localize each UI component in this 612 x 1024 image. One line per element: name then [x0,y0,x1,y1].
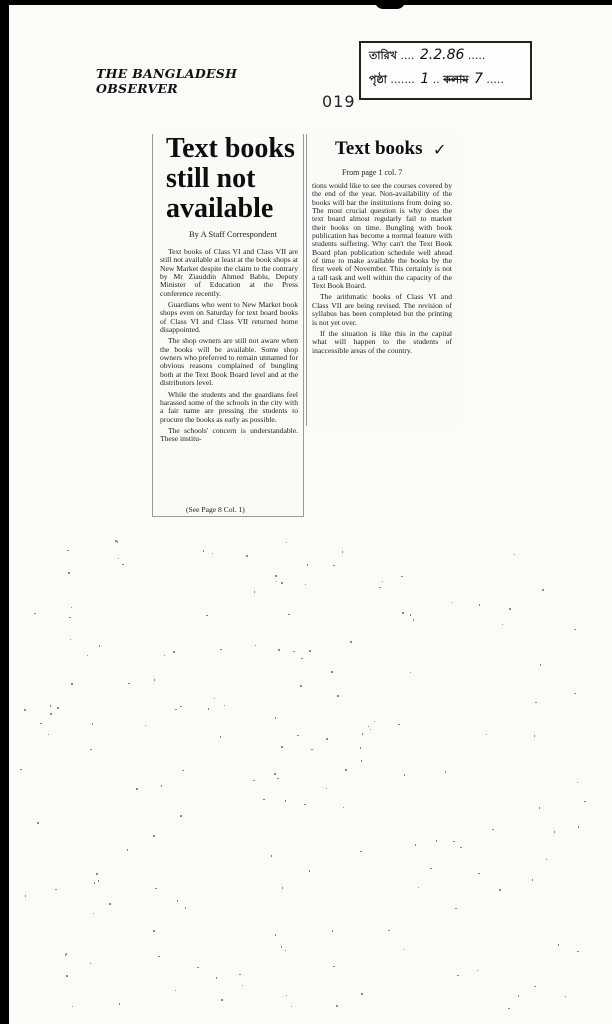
scan-speck [574,629,576,631]
scan-speck [285,800,287,802]
scan-speck [206,615,208,617]
scan-speck [24,709,26,711]
scan-speck [182,770,184,772]
scan-speck [69,617,71,619]
article-paragraph: tions would like to see the courses covered by the end of the year. Non-availability of the books will bar the institutions from doing so. The most crucial question is why does the text board almost regularly fail to market their books on time. Bungling with book publication has become a normal feature with students suffering. Why can't the Text Book Board plan publication schedule well ahead of time to make available the books by the first week of November. This certainly is not a tall task and well within the capacity of the Text Book Board. [312,181,452,291]
scan-speck [277,778,279,780]
scan-speck [534,735,536,737]
scan-speck [309,650,311,652]
scan-speck [304,804,306,806]
scan-speck [34,613,36,615]
scan-speck [410,672,412,674]
scan-speck [361,760,363,762]
scan-speck [20,769,22,771]
scan-speck [288,614,290,616]
scan-speck [96,873,98,875]
scan-speck [180,706,182,708]
scan-speck [220,649,222,651]
continuation-note: (See Page 8 Col. 1) [186,505,245,514]
scan-speck [342,551,344,553]
scan-speck [48,734,50,736]
article-body-left [160,248,298,444]
scan-speck [326,738,328,740]
scan-speck [326,788,328,790]
article-paragraph: If the situation is like this in the capital what will happen to the students of inaccessible areas of the country. [312,328,452,355]
scan-speck [263,799,265,801]
article-body-right [312,182,452,355]
scan-speck [281,582,283,584]
scan-speck [70,639,72,641]
scan-speck [418,887,420,889]
scan-speck [136,788,138,790]
scan-speck [436,840,438,842]
scan-speck [154,679,156,681]
scan-speck [50,713,52,715]
scan-speck [374,721,376,723]
scan-speck [492,829,494,831]
scan-speck [455,908,457,910]
scan-speck [161,785,163,787]
scan-speck [177,900,179,902]
scan-speck [532,879,534,881]
scan-speck [285,950,287,952]
scan-speck [93,913,95,915]
scan-speck [145,725,147,727]
article-paragraph: The arithmatic books of Class VI and Class VII are being revised. The revision of syllabus has been completed but the printing is not yet over. [312,292,452,327]
stamp-dots: ....... [390,73,415,86]
scan-speck [212,553,214,555]
scan-speck [208,708,210,710]
scan-speck [57,707,59,709]
scan-speck [274,773,276,775]
scan-border-notch [375,0,405,9]
scan-speck [370,729,372,731]
stamp-dots: .. [432,73,440,86]
scan-speck [350,641,352,643]
scan-speck [66,975,68,977]
scan-speck [216,977,218,979]
scan-speck [297,735,299,737]
scan-speck [578,826,580,828]
scan-speck [87,655,89,657]
scan-speck [37,822,39,824]
article-headline [166,134,302,224]
scan-speck [90,963,92,965]
article-paragraph: Guardians who went to New Market book shops even on Saturday for text board books of Class VI and Class VII returned home disappointed. [160,300,298,335]
scan-speck [558,944,560,946]
stamp-page-row [369,71,504,90]
scan-speck [508,1008,510,1010]
scan-speck [185,907,187,909]
scan-speck [360,851,362,853]
scan-speck [343,807,345,809]
scan-speck [542,589,544,591]
headline-line: available [166,193,274,224]
scan-speck [307,564,309,566]
scan-border-left [0,0,9,1024]
scan-speck [300,685,302,687]
scan-speck [546,859,548,861]
scan-speck [99,645,101,647]
scan-speck [109,903,111,905]
scan-speck [50,705,52,707]
scan-speck [502,624,504,626]
scan-speck [180,815,182,817]
article-paragraph: The shop owners are still not aware when the books will be available. Some shop owners who preferred to remain unnamed for obvious reasons complained of bungling both at the Text Book Board level and at the distributors level. [160,336,298,388]
scan-speck [554,831,556,833]
scan-speck [282,887,284,889]
scan-speck [382,581,384,583]
scan-speck [305,584,307,586]
scan-speck [477,970,479,972]
scan-speck [286,542,288,544]
scan-speck [453,841,455,843]
article-paragraph: The schools' concern is understandable. These institu- [160,425,298,444]
scan-speck [71,607,73,609]
scan-speck [337,695,339,697]
scan-speck [158,956,160,958]
scan-speck [128,683,130,685]
scan-speck [499,889,501,891]
scan-speck [410,614,412,616]
scan-speck [574,693,576,695]
scan-speck [540,664,542,666]
scan-speck [332,930,334,932]
newspaper-masthead: THE BANGLADESH OBSERVER [96,66,238,96]
scan-speck [331,671,333,673]
scan-speck [164,655,166,657]
scan-speck [278,649,280,651]
scan-speck [98,880,100,882]
scan-speck [68,572,70,574]
scan-speck [246,555,248,557]
scan-speck [309,870,311,872]
scan-speck [255,645,257,647]
scan-speck [478,873,480,875]
scan-speck [155,888,157,890]
scan-speck [413,619,415,621]
scan-speck [565,996,567,998]
scan-speck [203,550,205,552]
continued-headline: Text books [335,138,423,159]
scan-speck [368,726,370,728]
stamp-page-value: 1 [420,71,430,87]
article-paragraph: Text books of Class VI and Class VII are still not available at least at the book shops at New Market despite the claim to the contrary by Mr Ziauddin Ahmed Bablu, Deputy Minister of Education at the Press conference recently. [160,247,298,298]
scan-speck [275,717,277,719]
scan-speck [415,844,417,846]
scan-speck [535,702,537,704]
scan-speck [509,608,511,610]
scan-speck [402,612,404,614]
stamp-dots: ..... [486,73,504,86]
scan-speck [451,602,453,604]
archive-stamp [359,41,532,100]
scan-speck [403,949,405,951]
stamp-dots: ..... [467,49,486,62]
scan-speck [281,946,283,948]
scan-speck [175,990,177,992]
scan-speck [514,554,516,556]
scan-speck [584,801,586,803]
scan-speck [281,746,283,748]
scan-speck [71,683,73,685]
scan-speck [72,1006,74,1008]
scan-speck [460,847,462,849]
scan-speck [153,930,155,932]
scan-speck [92,723,94,725]
scan-speck [539,807,541,809]
scan-speck [430,868,432,870]
continued-from-note: From page 1 col. 7 [342,168,403,177]
scan-speck [362,733,364,735]
article-paragraph: While the students and the guardians feel harassed some of the schools in the city with a fair name are pressing the students to procure the books as early as possible. [160,389,298,424]
scan-speck [291,1006,293,1008]
scan-speck [122,564,124,566]
scan-speck [253,780,255,782]
scan-speck [127,849,129,851]
article-byline: By A Staff Correspondent [189,229,277,239]
scan-speck [445,771,447,773]
scan-speck [457,975,459,977]
scan-speck [224,705,226,707]
scan-speck [404,774,406,776]
scan-speck [379,587,381,589]
archive-page-number: 019 [322,92,356,111]
scan-speck [271,855,273,857]
scan-speck [388,930,390,932]
scan-speck [360,747,362,749]
scan-speck [333,565,335,567]
scan-speck [275,934,277,936]
scan-speck [25,895,27,897]
scan-speck [518,995,520,997]
scan-speck [361,993,363,995]
scan-speck [119,1003,121,1005]
scan-speck [311,749,313,751]
scan-speck [67,550,69,552]
stamp-column-value: 7 [473,71,483,87]
scan-speck [534,986,536,988]
scan-speck [197,967,199,969]
scan-speck [398,724,400,726]
scan-speck [220,736,222,738]
scan-speck [117,541,119,543]
scan-speck [153,835,155,837]
scan-speck [40,723,42,725]
stamp-date-label: তারিখ [369,49,397,62]
scan-speck [239,974,241,976]
scan-speck [486,734,488,736]
scan-border-top [0,0,612,5]
scan-speck [577,782,579,784]
stamp-column-label: কলাম [443,73,469,86]
scan-speck [94,882,96,884]
scan-speck [90,749,92,751]
scan-speck [55,889,57,891]
scan-speck [345,769,347,771]
scan-speck [336,1005,338,1007]
scan-speck [577,951,579,953]
scan-speck [118,558,120,560]
scan-speck [479,604,481,606]
scan-speck [173,651,175,653]
scan-speck [401,576,403,578]
scan-speck [301,658,303,660]
scan-speck [333,966,335,968]
stamp-date-value: 2.2.86 [419,47,465,63]
scan-speck [276,581,278,583]
check-mark-icon: ✓ [433,140,447,159]
scan-speck [275,575,277,577]
scan-speck [242,985,244,987]
stamp-page-label: পৃষ্ঠা [369,73,387,86]
scan-speck [286,995,288,997]
scan-speck [254,591,256,593]
scan-speck [221,999,223,1001]
stamp-dots: .... [400,49,415,62]
headline-line: Text books [166,133,295,164]
scan-speck [214,698,216,700]
scan-speck [175,709,177,711]
stamp-date-row [369,47,485,66]
scan-speck [293,651,295,653]
headline-line: still not [166,163,256,194]
